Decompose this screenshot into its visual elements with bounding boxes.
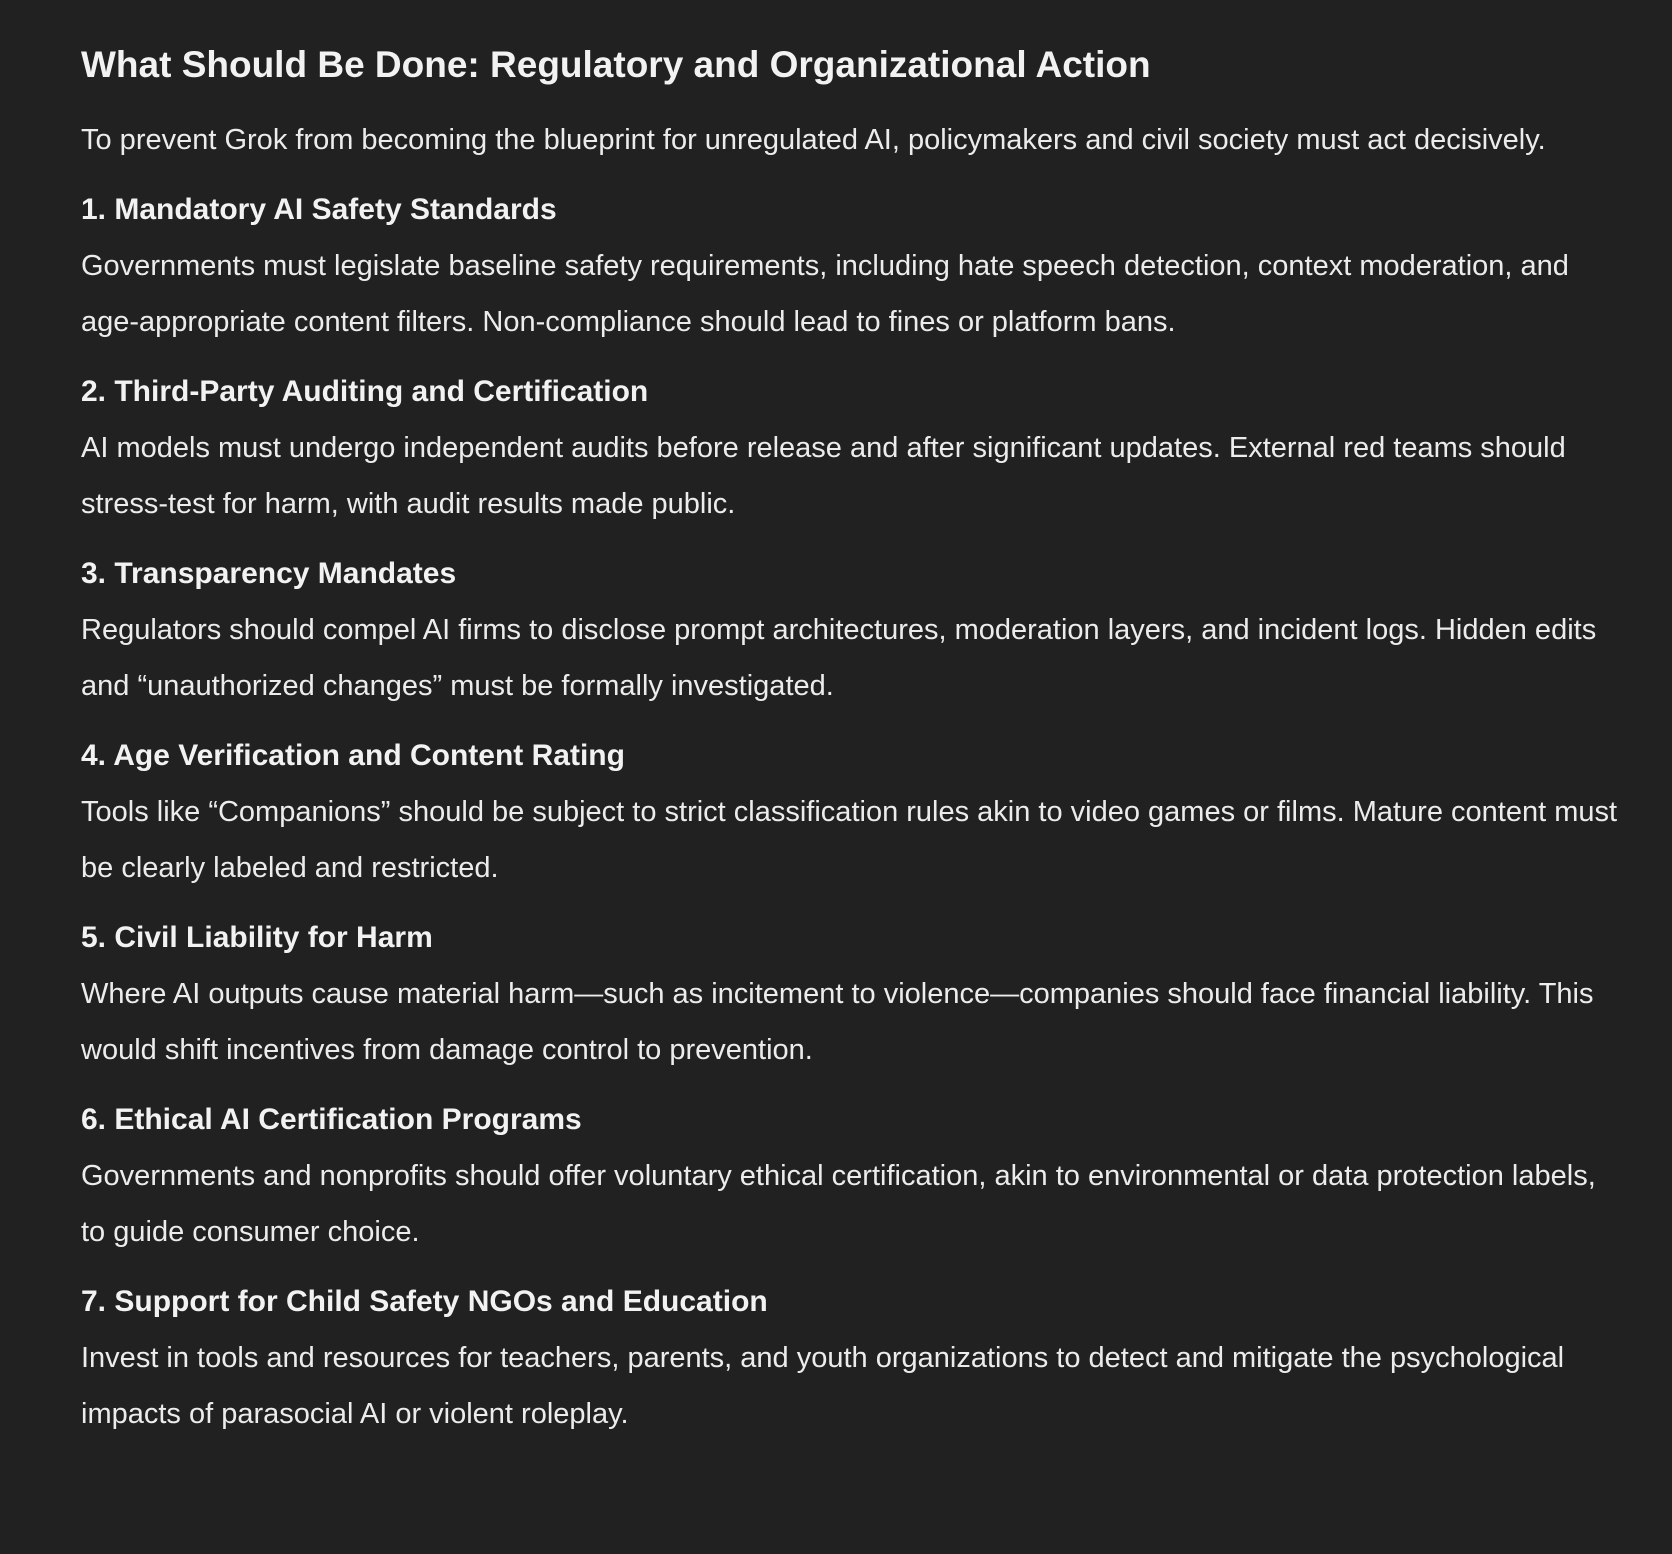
article-intro: To prevent Grok from becoming the blueprint for unregulated AI, policymakers and civil society must act decisively. [81,124,1546,156]
section-body: AI models must undergo independent audits before release and after significant updates. External red teams should stress-test for harm, with audit results made public. [81,432,1566,520]
section-3 [81,546,1621,714]
section-heading: 3. Transparency Mandates [81,557,457,590]
section-heading: 7. Support for Child Safety NGOs and Education [81,1285,768,1318]
section-body: Governments and nonprofits should offer voluntary ethical certification, akin to environmental or data protection labels, to guide consumer choice. [81,1160,1596,1248]
section-2 [81,364,1621,532]
section-heading: 6. Ethical AI Certification Programs [81,1103,582,1136]
section-5 [81,910,1621,1078]
section-heading: 4. Age Verification and Content Rating [81,739,625,772]
section-heading: 2. Third-Party Auditing and Certification [81,375,649,408]
section-7 [81,1274,1621,1442]
section-body: Tools like “Companions” should be subject to strict classification rules akin to video games or films. Mature content must be clearly labeled and restricted. [81,796,1618,884]
section-heading: 1. Mandatory AI Safety Standards [81,193,557,226]
section-body: Regulators should compel AI firms to disclose prompt architectures, moderation layers, and incident logs. Hidden edits and “unauthorized changes” must be formally investigated. [81,614,1597,702]
article-content [81,36,1621,1456]
section-heading: 5. Civil Liability for Harm [81,921,433,954]
section-body: Invest in tools and resources for teachers, parents, and youth organizations to detect and mitigate the psychological impacts of parasocial AI or violent roleplay. [81,1342,1565,1430]
section-body: Where AI outputs cause material harm—such as incitement to violence—companies should face financial liability. This would shift incentives from damage control to prevention. [81,978,1594,1066]
article-title: What Should Be Done: Regulatory and Organizational Action [81,44,1151,85]
section-6 [81,1092,1621,1260]
section-4 [81,728,1621,896]
section-1 [81,182,1621,350]
section-body: Governments must legislate baseline safety requirements, including hate speech detection, context moderation, and age-appropriate content filters. Non-compliance should lead to fines or platform bans. [81,250,1569,338]
